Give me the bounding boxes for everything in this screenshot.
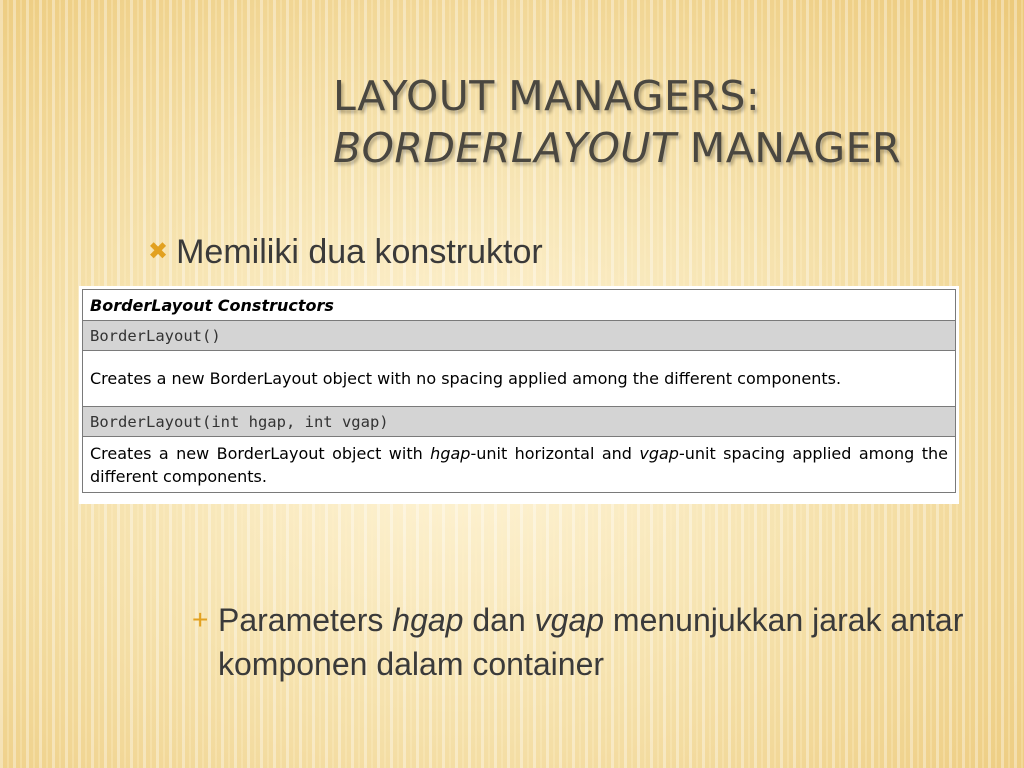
bullet-part: menunjukkan jarak antar komponen dalam container bbox=[218, 602, 964, 682]
bullet-part: Parameters bbox=[218, 602, 393, 638]
title-borderlayout-italic: BORDERLAYOUT bbox=[333, 124, 677, 172]
bullet-parameters bbox=[192, 598, 1012, 686]
constructor-description bbox=[83, 437, 956, 493]
title-line-2 bbox=[333, 122, 993, 174]
plus-bullet-icon: + bbox=[192, 604, 209, 635]
constructors-table bbox=[82, 289, 956, 493]
title-manager: MANAGER bbox=[676, 124, 902, 172]
desc-part: -unit spacing applied among the different components. bbox=[90, 443, 948, 486]
bullet-part: dan bbox=[463, 602, 535, 638]
table-row bbox=[83, 407, 956, 437]
title-line-1: LAYOUT MANAGERS: bbox=[333, 72, 761, 120]
desc-hgap: hgap bbox=[430, 443, 471, 463]
desc-vgap: vgap bbox=[639, 443, 679, 463]
desc-part: Creates a new BorderLayout object with bbox=[90, 443, 431, 463]
bullet-vgap: vgap bbox=[534, 602, 605, 638]
table-header-row bbox=[83, 290, 956, 321]
constructors-table-image bbox=[79, 286, 959, 504]
x-bullet-icon: ✖ bbox=[148, 238, 169, 265]
constructor-signature: BorderLayout() bbox=[83, 321, 956, 351]
table-row bbox=[83, 437, 956, 493]
desc-part: -unit horizontal and bbox=[470, 443, 640, 463]
slide-title bbox=[333, 70, 993, 174]
bullet-hgap: hgap bbox=[392, 602, 464, 638]
constructor-signature: BorderLayout(int hgap, int vgap) bbox=[83, 407, 956, 437]
bullet-parameters-text bbox=[218, 598, 1012, 686]
table-row bbox=[83, 321, 956, 351]
table-row bbox=[83, 351, 956, 407]
bullet-constructors-text: Memiliki dua konstruktor bbox=[176, 233, 543, 271]
constructor-description: Creates a new BorderLayout object with no spacing applied among the different components. bbox=[83, 351, 956, 407]
bullet-constructors bbox=[148, 233, 748, 272]
table-header: BorderLayout Constructors bbox=[83, 290, 956, 321]
